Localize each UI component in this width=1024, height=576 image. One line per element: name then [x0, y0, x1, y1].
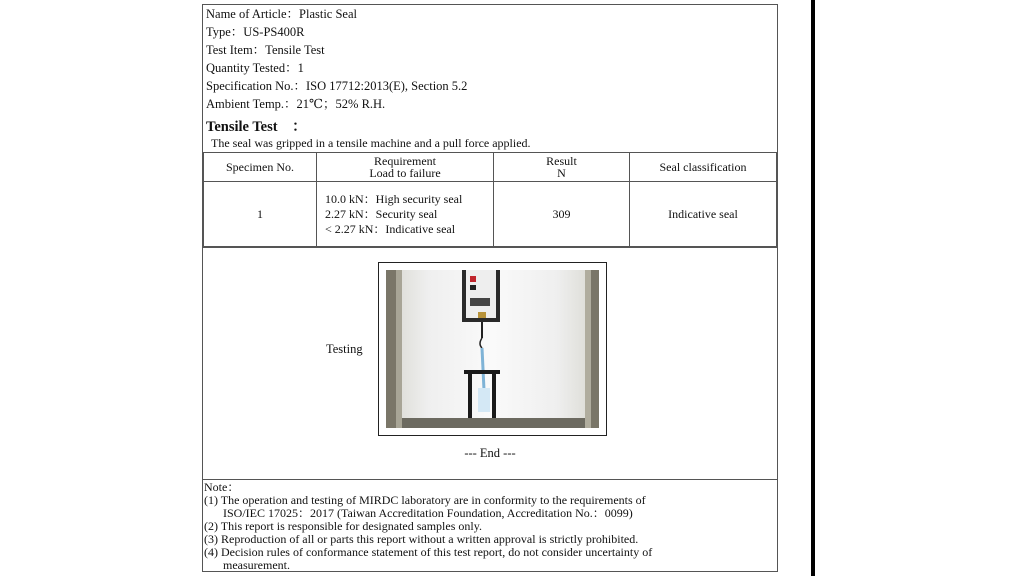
note-4-cont: measurement. — [223, 558, 290, 572]
header-requirement-line2: Load to failure — [369, 166, 441, 180]
header-result-line1: Result — [546, 154, 577, 168]
test-description: The seal was gripped in a tensile machine and a pull force applied. — [211, 136, 531, 150]
note-1: (1) The operation and testing of MIRDC laboratory are in conformity to the requirements of — [204, 493, 646, 507]
specification-no: Specification No.：ISO 17712:2013(E), Section 5.2 — [206, 79, 468, 93]
header-requirement-line1: Requirement — [374, 154, 436, 168]
quantity-tested: Quantity Tested：1 — [206, 61, 304, 75]
ambient-temp: Ambient Temp.：21℃；52% R.H. — [206, 97, 386, 111]
header-specimen: Specimen No. — [204, 153, 317, 182]
cell-requirement — [317, 182, 494, 247]
notes-title: Note： — [204, 480, 240, 494]
testing-photo — [378, 262, 607, 436]
section-title: Tensile Test ： — [206, 119, 307, 135]
test-report-page — [202, 4, 778, 572]
testing-label: Testing — [326, 342, 363, 356]
tensile-machine-illustration — [386, 270, 599, 428]
cell-result: 309 — [494, 182, 630, 247]
end-marker: --- End --- — [464, 446, 516, 460]
cell-specimen: 1 — [204, 182, 317, 247]
requirement-security: 2.27 kN：Security seal — [325, 206, 438, 221]
photo-section — [203, 247, 777, 480]
requirement-indicative: < 2.27 kN：Indicative seal — [325, 221, 456, 236]
requirement-high-security: 10.0 kN：High security seal — [325, 191, 463, 206]
note-1-cont: ISO/IEC 17025：2017 (Taiwan Accreditation Foundation, Accreditation No.：0099) — [223, 506, 633, 520]
header-result-unit: N — [557, 166, 566, 180]
name-of-article: Name of Article：Plastic Seal — [206, 7, 358, 21]
header-classification: Seal classification — [630, 153, 777, 182]
header-requirement — [317, 153, 494, 182]
tensile-machine-image — [386, 270, 599, 428]
test-item: Test Item：Tensile Test — [206, 43, 325, 57]
table-row — [204, 182, 777, 247]
results-table — [203, 152, 777, 247]
note-4: (4) Decision rules of conformance statement of this test report, do not consider uncertainty of — [204, 545, 653, 559]
note-2: (2) This report is responsible for designated samples only. — [204, 519, 482, 533]
notes-section — [203, 479, 777, 572]
cell-classification: Indicative seal — [630, 182, 777, 247]
note-3: (3) Reproduction of all or parts this report without a written approval is strictly prohibited. — [204, 532, 639, 546]
right-edge-bar — [811, 0, 815, 576]
type-field: Type：US-PS400R — [206, 25, 305, 39]
table-header-row — [204, 153, 777, 182]
header-result — [494, 153, 630, 182]
